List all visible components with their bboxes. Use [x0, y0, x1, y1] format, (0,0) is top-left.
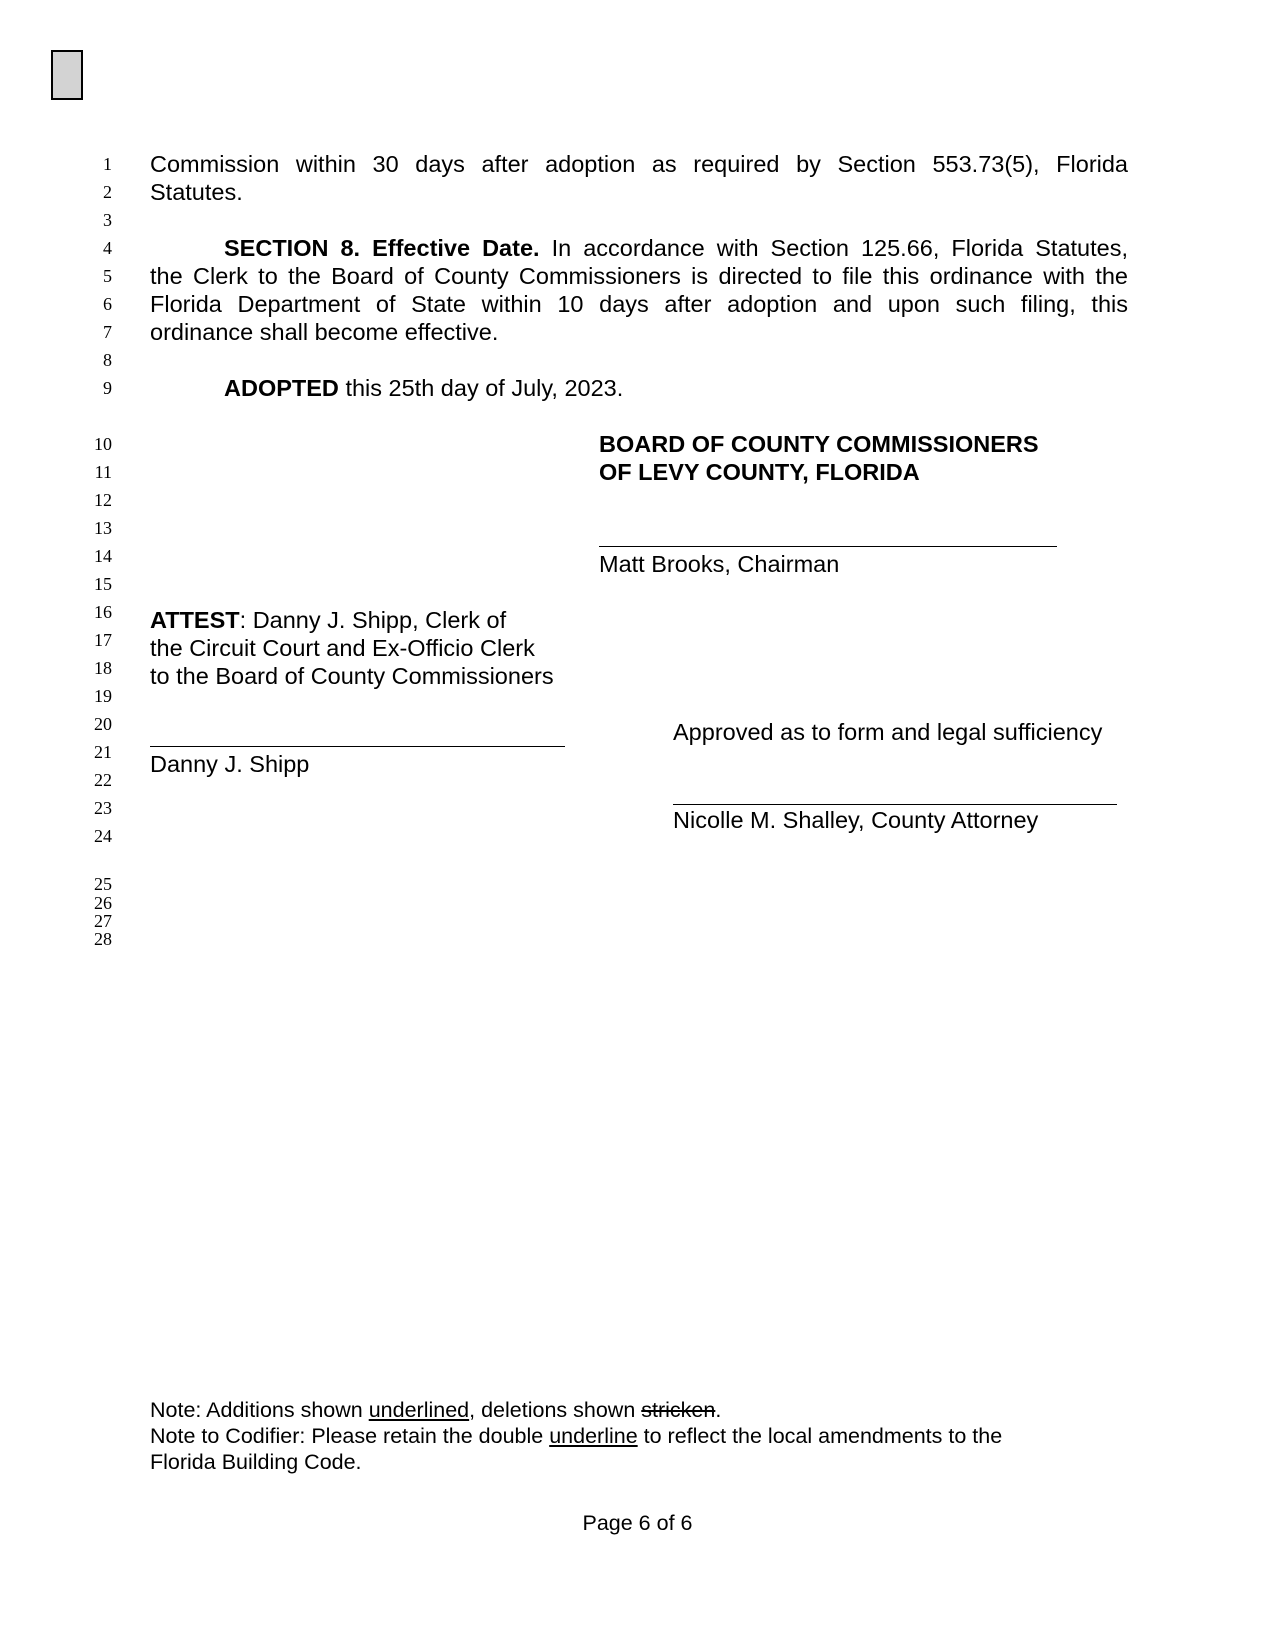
line-number: 1	[103, 154, 112, 174]
attest-line-2: the Circuit Court and Ex-Officio Clerk	[150, 635, 535, 661]
attorney-name: Nicolle M. Shalley, County Attorney	[673, 807, 1039, 833]
line-number: 11	[94, 462, 112, 482]
note-line-1	[150, 1397, 721, 1423]
line-number: 25	[94, 874, 112, 894]
page-number: Page 6 of 6	[582, 1511, 693, 1535]
line-number: 3	[103, 210, 112, 230]
adopted-date: this 25th day of July, 2023.	[345, 375, 624, 401]
board-name-line-2: OF LEVY COUNTY, FLORIDA	[599, 459, 920, 485]
line-number: 10	[94, 434, 112, 454]
note-text: Note to Codifier: Please retain the double	[150, 1424, 550, 1448]
approved-text: Approved as to form and legal sufficiency	[673, 719, 1103, 745]
line-number: 9	[103, 378, 112, 398]
line-number: 17	[94, 630, 112, 650]
note-underline-sample: underline	[549, 1424, 638, 1448]
line-number: 18	[94, 658, 112, 678]
line-number: 16	[94, 602, 112, 622]
body-line-7: ordinance shall become effective.	[150, 319, 499, 345]
section-8-line	[224, 234, 1128, 262]
attest-line-3: to the Board of County Commissioners	[150, 663, 554, 689]
note-text: .	[715, 1398, 722, 1422]
line-number: 14	[94, 546, 112, 566]
line-number: 28	[94, 929, 112, 949]
line-number: 5	[103, 266, 112, 286]
line-number: 12	[94, 490, 112, 510]
line-number: 20	[94, 714, 112, 734]
board-name-line-1: BOARD OF COUNTY COMMISSIONERS	[599, 431, 1039, 457]
body-line-1: Commission within 30 days after adoption as required by Section 553.73(5), Florida	[150, 151, 1128, 177]
section-8-heading: SECTION 8. Effective Date.	[224, 235, 540, 261]
section-8-text: In accordance with Section 125.66, Florida Statutes,	[551, 235, 1128, 261]
clerk-signature-line	[150, 746, 565, 747]
line-number: 7	[103, 322, 112, 342]
chairman-name: Matt Brooks, Chairman	[599, 551, 840, 577]
adopted-label: ADOPTED	[224, 375, 339, 401]
body-line-5: the Clerk to the Board of County Commissioners is directed to file this ordinance with the	[150, 263, 1128, 289]
adopted-line	[224, 374, 623, 402]
attest-line-1	[150, 606, 506, 634]
note-stricken-sample: stricken	[641, 1398, 716, 1422]
page-marker-box	[51, 50, 83, 100]
attest-label: ATTEST	[150, 607, 240, 633]
note-line-2	[150, 1423, 1002, 1449]
line-number: 8	[103, 350, 112, 370]
note-text: to reflect the local amendments to the	[637, 1424, 1003, 1448]
note-line-3: Florida Building Code.	[150, 1450, 362, 1474]
line-number: 27	[94, 911, 112, 931]
line-number: 23	[94, 798, 112, 818]
line-number: 13	[94, 518, 112, 538]
attorney-signature-line	[673, 804, 1117, 805]
note-underlined-sample: underlined	[368, 1398, 470, 1422]
line-number: 15	[94, 574, 112, 594]
note-text: , deletions shown	[469, 1398, 642, 1422]
chairman-signature-line	[599, 546, 1057, 547]
line-number: 26	[94, 893, 112, 913]
note-text: Note: Additions shown	[150, 1398, 369, 1422]
line-number: 2	[103, 182, 112, 202]
line-number: 22	[94, 770, 112, 790]
attest-text: : Danny J. Shipp, Clerk of	[239, 607, 507, 633]
line-number: 19	[94, 686, 112, 706]
body-line-6: Florida Department of State within 10 days after adoption and upon such filing, this	[150, 291, 1128, 317]
body-line-2: Statutes.	[150, 179, 243, 205]
line-number: 24	[94, 826, 112, 846]
line-number: 6	[103, 294, 112, 314]
line-number: 4	[103, 238, 112, 258]
line-number: 21	[94, 742, 112, 762]
clerk-name: Danny J. Shipp	[150, 751, 310, 777]
